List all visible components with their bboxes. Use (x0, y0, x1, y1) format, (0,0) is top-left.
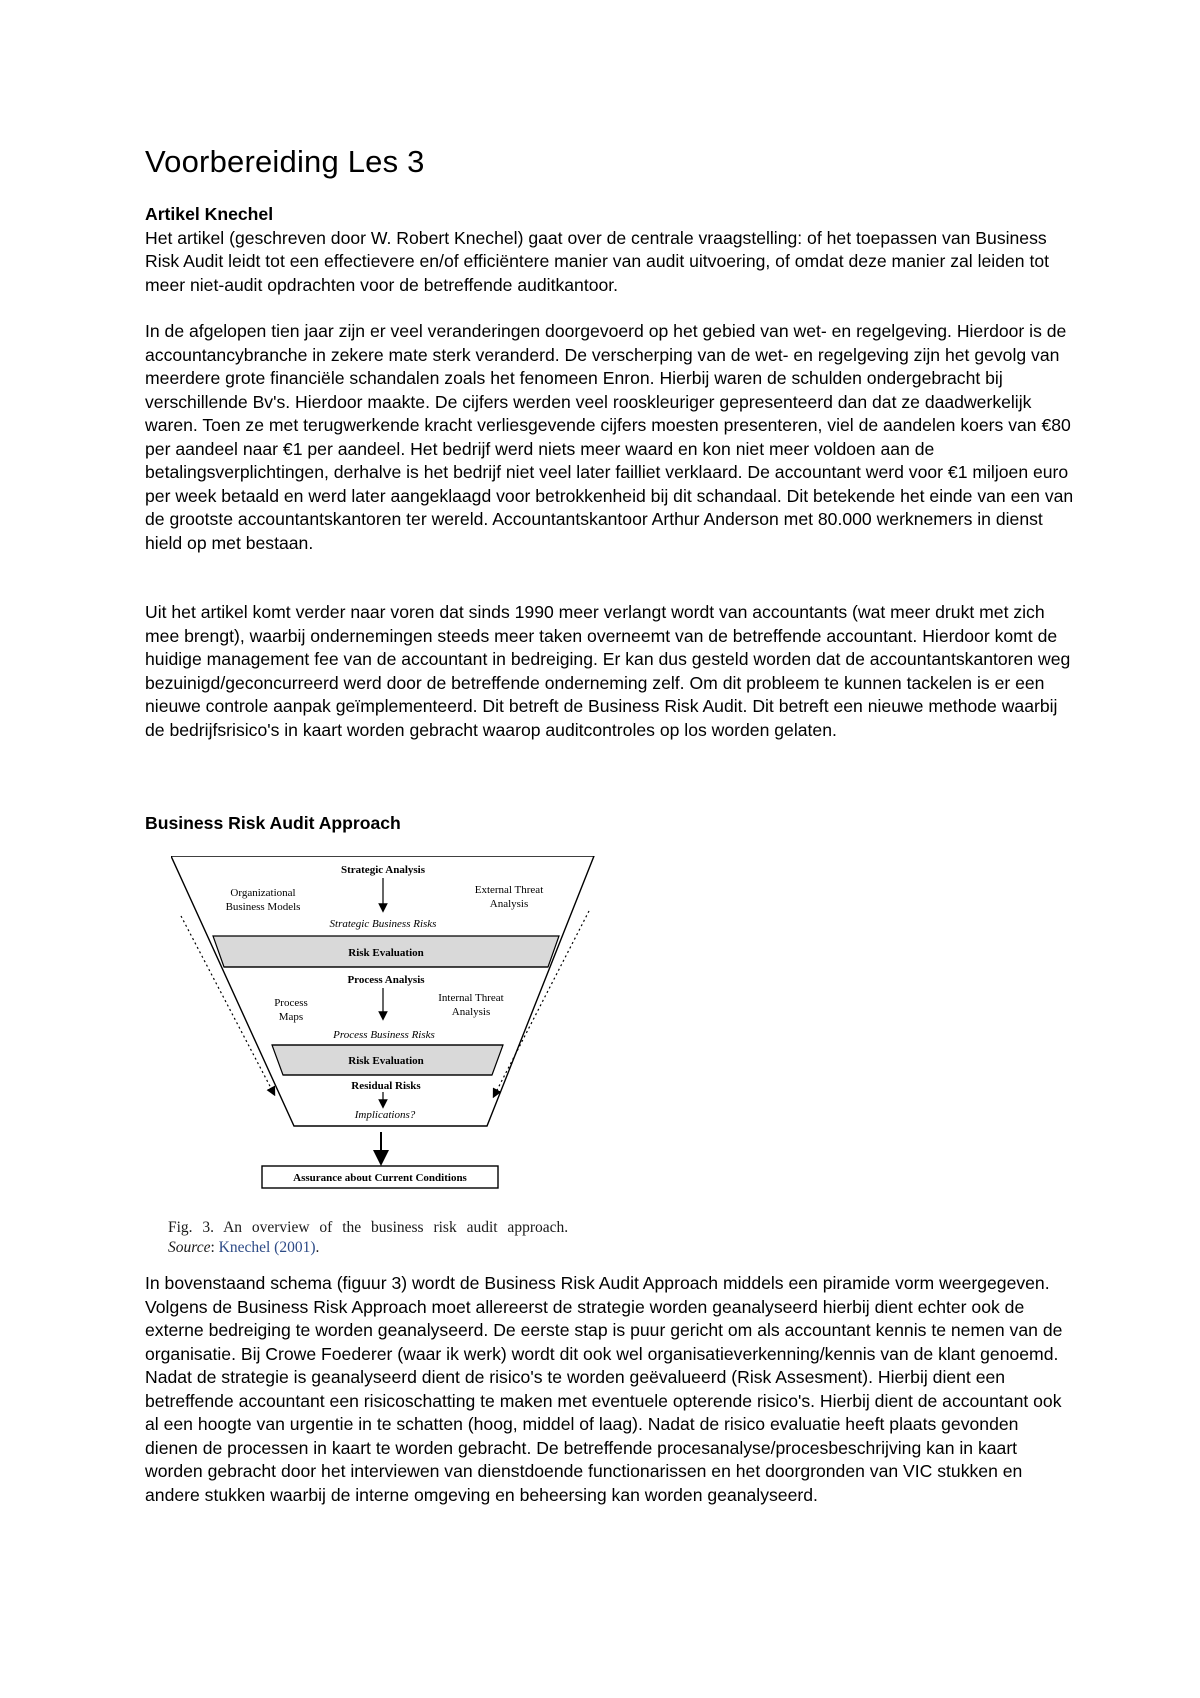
svg-text:Analysis: Analysis (451, 1006, 491, 1018)
internal-threat-label: Internal Threat (438, 992, 504, 1004)
process-maps-label: Process (274, 997, 308, 1009)
implications-label: Implications? (354, 1109, 416, 1121)
paragraph: Het artikel (geschreven door W. Robert Knechel) gaat over de centrale vraagstelling: of het toepassen van Business Risk Audit leidt tot een effectievere en/of efficiëntere manier van audit uitvoering, of omdat deze manier zal leiden tot meer niet-audit opdrachten voor de betreffende auditkantoor. (145, 227, 1049, 295)
residual-risks-label: Residual Risks (351, 1080, 421, 1092)
paragraph: In de afgelopen tien jaar zijn er veel veranderingen doorgevoerd op het gebied van wet- en regelgeving. Hierdoor is de accountancybranche in zekere mate sterk veranderd. De verscherping van de wet- en regelgeving zijn het gevolg van meerdere grote financiële schandalen zoals het fenomeen Enron. Hierbij waren de schulden ondergebracht bij verschillende Bv's. Hierdoor maakte. De cijfers werden veel rooskleuriger gepresenteerd dan dat ze daadwerkelijk waren. Toen ze met terugwerkende kracht verliesgevende cijfers moesten presenteren, viel de aandelen koers van €80 per aandeel naar €1 per aandeel. Het bedrijf werd niets meer waard en kon niet meer voldoen aan de betalingsverplichtingen, derhalve is het bedrijf niet veel later failliet verklaard. De accountant werd voor €1 miljoen euro per week betaald en werd later aangeklaagd voor betrokkenheid bij dit schandaal. Dit betekende het einde van een van de grootste accountantskantoren ter wereld. Accountantskantoor Arthur Anderson met 80.000 werknemers in dienst hield op met bestaan. (145, 321, 1074, 553)
business-risk-diagram (171, 856, 611, 1251)
org-models-label: Organizational (230, 887, 296, 899)
section-heading: Artikel Knechel (145, 204, 274, 224)
section-artikel-knechel (145, 203, 1075, 297)
svg-text:Business Models: Business Models (225, 901, 301, 913)
funnel-svg (171, 856, 611, 1196)
strategic-risks-label: Strategic Business Risks (329, 918, 437, 930)
paragraph: In bovenstaand schema (figuur 3) wordt de Business Risk Audit Approach middels een piramide vorm weergegeven. Volgens de Business Risk Approach moet allereerst de strategie worden geanalyseerd hierbij dient echter ook de externe bedreiging te worden geanalyseerd. De eerste stap is puur gericht om als accountant kennis te nemen van de organisatie. Bij Crowe Foederer (waar ik werk) wordt dit ook wel organisatieverkenning/kennis van de klant genoemd. Nadat de strategie is geanalyseerd dient de risico's te worden geëvalueerd (Risk Assesment). Hierbij dient een betreffende accountant een risicoschatting te maken met eventuele opterende risico's. Hierbij dient de accountant ook al een hoogte van urgentie in te schatten (hoog, middel of laag). Nadat de risico evaluatie heeft plaats gevonden dienen de processen in kaart te worden gebracht. De betreffende procesanalyse/procesbeschrijving kan in kaart worden gebracht door het interviewen van dienstdoende functionarissen en het doorgronden van VIC stukken en andere stukken waarbij de interne omgeving en beheersing kan worden geanalyseerd. (145, 1273, 1063, 1505)
risk-evaluation-label-2: Risk Evaluation (348, 1055, 424, 1067)
figure-caption (168, 1218, 628, 1258)
svg-text:Analysis: Analysis (489, 898, 529, 910)
caption-line: Fig. 3. An overview of the business risk audit approach. (168, 1219, 569, 1236)
process-analysis-label: Process Analysis (347, 974, 425, 986)
svg-text:Maps: Maps (278, 1011, 304, 1023)
section-heading-business-risk: Business Risk Audit Approach (145, 813, 401, 833)
risk-evaluation-label-1: Risk Evaluation (348, 947, 424, 959)
strategic-analysis-label: Strategic Analysis (340, 864, 426, 876)
assurance-label: Assurance about Current Conditions (293, 1172, 467, 1184)
paragraph: Uit het artikel komt verder naar voren dat sinds 1990 meer verlangt wordt van accountants (wat meer drukt met zich mee brengt), waarbij ondernemingen steeds meer taken overneemt van de betreffende accountant. Hierdoor komt de huidige management fee van de accountant in bedreiging. Er kan dus gesteld worden dat de accountantskantoren weg bezuinigd/geconcurreerd werd door de betreffende onderneming zelf. Om dit probleem te kunnen tackelen is er een nieuwe controle aanpak geïmplementeerd. Dit betreft de Business Risk Audit. Dit betreft een nieuwe methode waarbij de bedrijfsrisico's in kaart worden gebracht waarop auditcontroles op los worden gelaten. (145, 602, 1071, 740)
external-threat-label: External Threat (474, 884, 544, 896)
caption-source: Source: Knechel (2001). (168, 1239, 320, 1256)
page-title: Voorbereiding Les 3 (145, 144, 425, 179)
process-risks-label: Process Business Risks (333, 1029, 435, 1041)
caption-source-link[interactable]: Knechel (2001) (218, 1239, 316, 1256)
